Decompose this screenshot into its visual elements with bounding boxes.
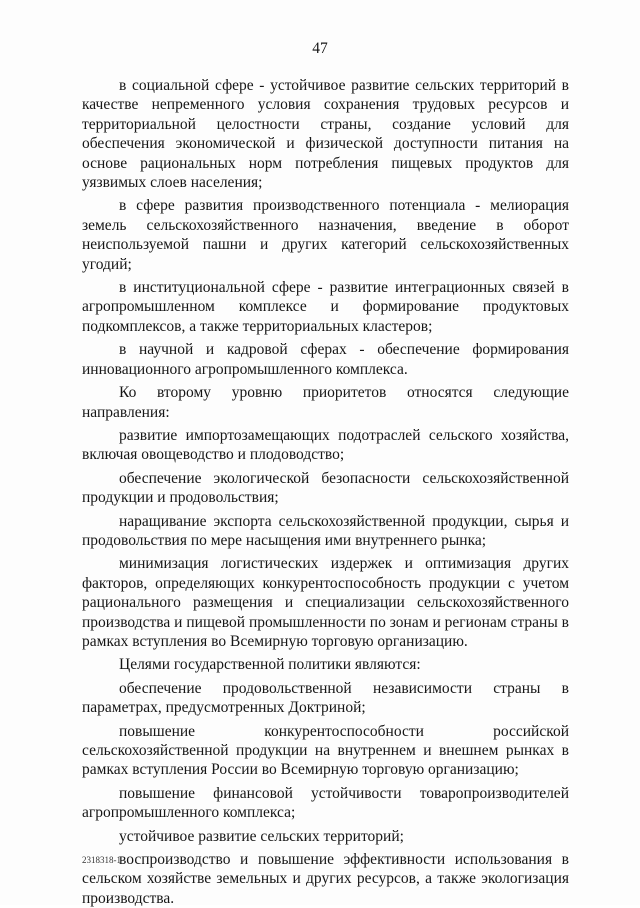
paragraph: развитие импортозамещающих подотраслей сельского хозяйства, включая овощеводство и плодоводство; bbox=[82, 426, 569, 464]
paragraph: в институциональной сфере - развитие интеграционных связей в агропромышленном комплексе и формирование продуктовых подкомплексов, а также территориальных кластеров; bbox=[82, 279, 569, 335]
paragraph: повышение конкурентоспособности российской сельскохозяйственной продукции на внутреннем и внешнем рынках в рамках вступления России во Всемирную торговую организацию; bbox=[82, 722, 569, 779]
paragraph: в социальной сфере - устойчивое развитие сельских территорий в качестве непременного условия сохранения трудовых ресурсов и территориальной целостности страны, создание условий для обеспечения экономической и физической доступности питания на основе рациональных норм потребления пищевых продуктов для уязвимых слоев населения; bbox=[82, 77, 569, 192]
paragraph: воспроизводство и повышение эффективности использования в сельском хозяйстве земельных и других ресурсов, а также экологизация производства. bbox=[82, 851, 569, 907]
paragraph: Ко второму уровню приоритетов относятся следующие направления: bbox=[82, 384, 569, 421]
paragraph: Целями государственной политики являются: bbox=[119, 656, 421, 674]
paragraph: в научной и кадровой сферах - обеспечение формирования инновационного агропромышленного комплекса. bbox=[82, 341, 569, 378]
page-number: 47 bbox=[312, 40, 328, 57]
paragraph: наращивание экспорта сельскохозяйственной продукции, сырья и продовольствия по мере насыщения ими внутреннего рынка; bbox=[82, 512, 569, 549]
paragraph: устойчивое развитие сельских территорий; bbox=[119, 827, 404, 845]
document-code: 2318318-1 bbox=[82, 855, 121, 865]
paragraph: минимизация логистических издержек и оптимизация других факторов, определяющих конкурентоспособность продукции с учетом рационального размещения и специализации сельскохозяйственного производства и пищевой промышленности по зонам и регионам страны в рамках вступления во Всемирную торговую организацию. bbox=[82, 555, 569, 650]
paragraph: обеспечение экологической безопасности сельскохозяйственной продукции и продовольствия; bbox=[82, 469, 569, 507]
paragraph: обеспечение продовольственной независимости страны в параметрах, предусмотренных Доктриной; bbox=[82, 679, 569, 717]
paragraph: повышение финансовой устойчивости товаропроизводителей агропромышленного комплекса; bbox=[82, 784, 569, 822]
body-text bbox=[82, 76, 569, 908]
paragraph: в сфере развития производственного потенциала - мелиорация земель сельскохозяйственного назначения, введение в оборот неиспользуемой пашни и других категорий сельскохозяйственных угодий; bbox=[82, 197, 569, 273]
